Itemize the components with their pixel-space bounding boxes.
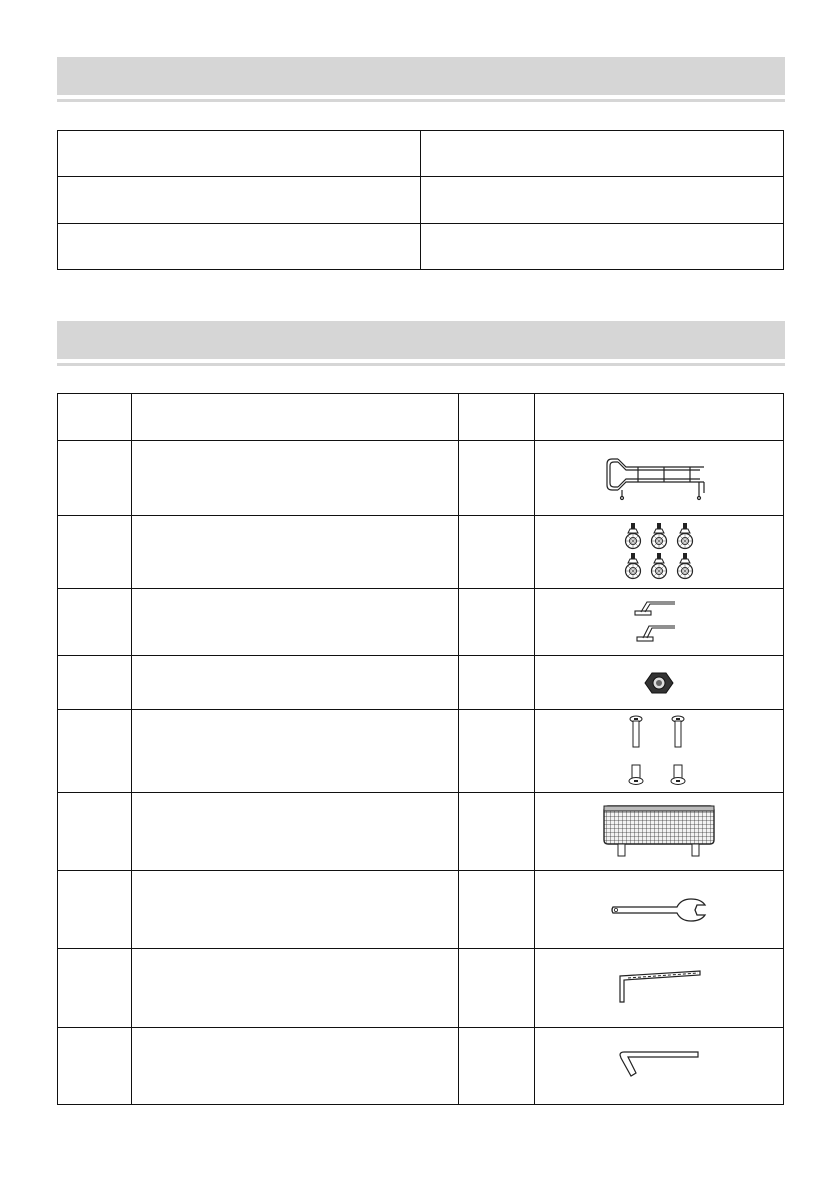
part-description — [132, 589, 459, 656]
bolts-icon — [623, 713, 695, 789]
table-row — [58, 656, 784, 710]
part-no — [58, 949, 132, 1028]
spec-value — [421, 177, 784, 224]
spec-row — [58, 131, 784, 177]
part-qty — [459, 589, 535, 656]
specs-table — [57, 130, 784, 270]
part-description — [132, 516, 459, 589]
spec-row — [58, 177, 784, 224]
part-no — [58, 871, 132, 949]
lock-nut-icon — [644, 670, 674, 696]
spec-row — [58, 224, 784, 270]
table-row — [58, 710, 784, 793]
part-no — [58, 710, 132, 793]
table-row — [58, 949, 784, 1028]
wrench-icon — [609, 895, 709, 925]
spec-label — [58, 131, 421, 177]
tray-basket-icon — [602, 804, 716, 860]
part-qty — [459, 1028, 535, 1105]
part-description — [132, 871, 459, 949]
table-row — [58, 871, 784, 949]
table-row — [58, 441, 784, 516]
spec-label — [58, 224, 421, 270]
part-no — [58, 1028, 132, 1105]
part-no — [58, 441, 132, 516]
part-no — [58, 656, 132, 710]
parts-section-rule — [57, 363, 785, 366]
part-qty — [459, 871, 535, 949]
parts-table — [57, 393, 784, 1105]
specs-section-rule — [57, 99, 785, 102]
parts-header-row — [58, 394, 784, 441]
header-qty — [459, 394, 535, 441]
table-row — [58, 589, 784, 656]
parts-section-header — [57, 321, 785, 359]
table-row — [58, 1028, 784, 1105]
part-no — [58, 793, 132, 871]
part-qty — [459, 710, 535, 793]
part-description — [132, 949, 459, 1028]
spec-value — [421, 224, 784, 270]
caster-wheels-icon — [619, 521, 699, 583]
part-qty — [459, 441, 535, 516]
header-image — [535, 394, 784, 441]
spec-label — [58, 177, 421, 224]
part-description — [132, 1028, 459, 1105]
table-row — [58, 516, 784, 589]
part-description — [132, 710, 459, 793]
part-no — [58, 589, 132, 656]
part-qty — [459, 656, 535, 710]
short-hex-key-icon — [616, 1049, 702, 1083]
table-row — [58, 793, 784, 871]
specs-section-header — [57, 57, 785, 95]
part-description — [132, 441, 459, 516]
part-qty — [459, 793, 535, 871]
header-no — [58, 394, 132, 441]
header-description — [132, 394, 459, 441]
long-hex-key-icon — [614, 968, 704, 1008]
part-qty — [459, 516, 535, 589]
cart-frame-icon — [604, 453, 714, 503]
part-qty — [459, 949, 535, 1028]
handle-brackets-icon — [629, 594, 689, 650]
part-description — [132, 793, 459, 871]
part-description — [132, 656, 459, 710]
part-no — [58, 516, 132, 589]
spec-value — [421, 131, 784, 177]
